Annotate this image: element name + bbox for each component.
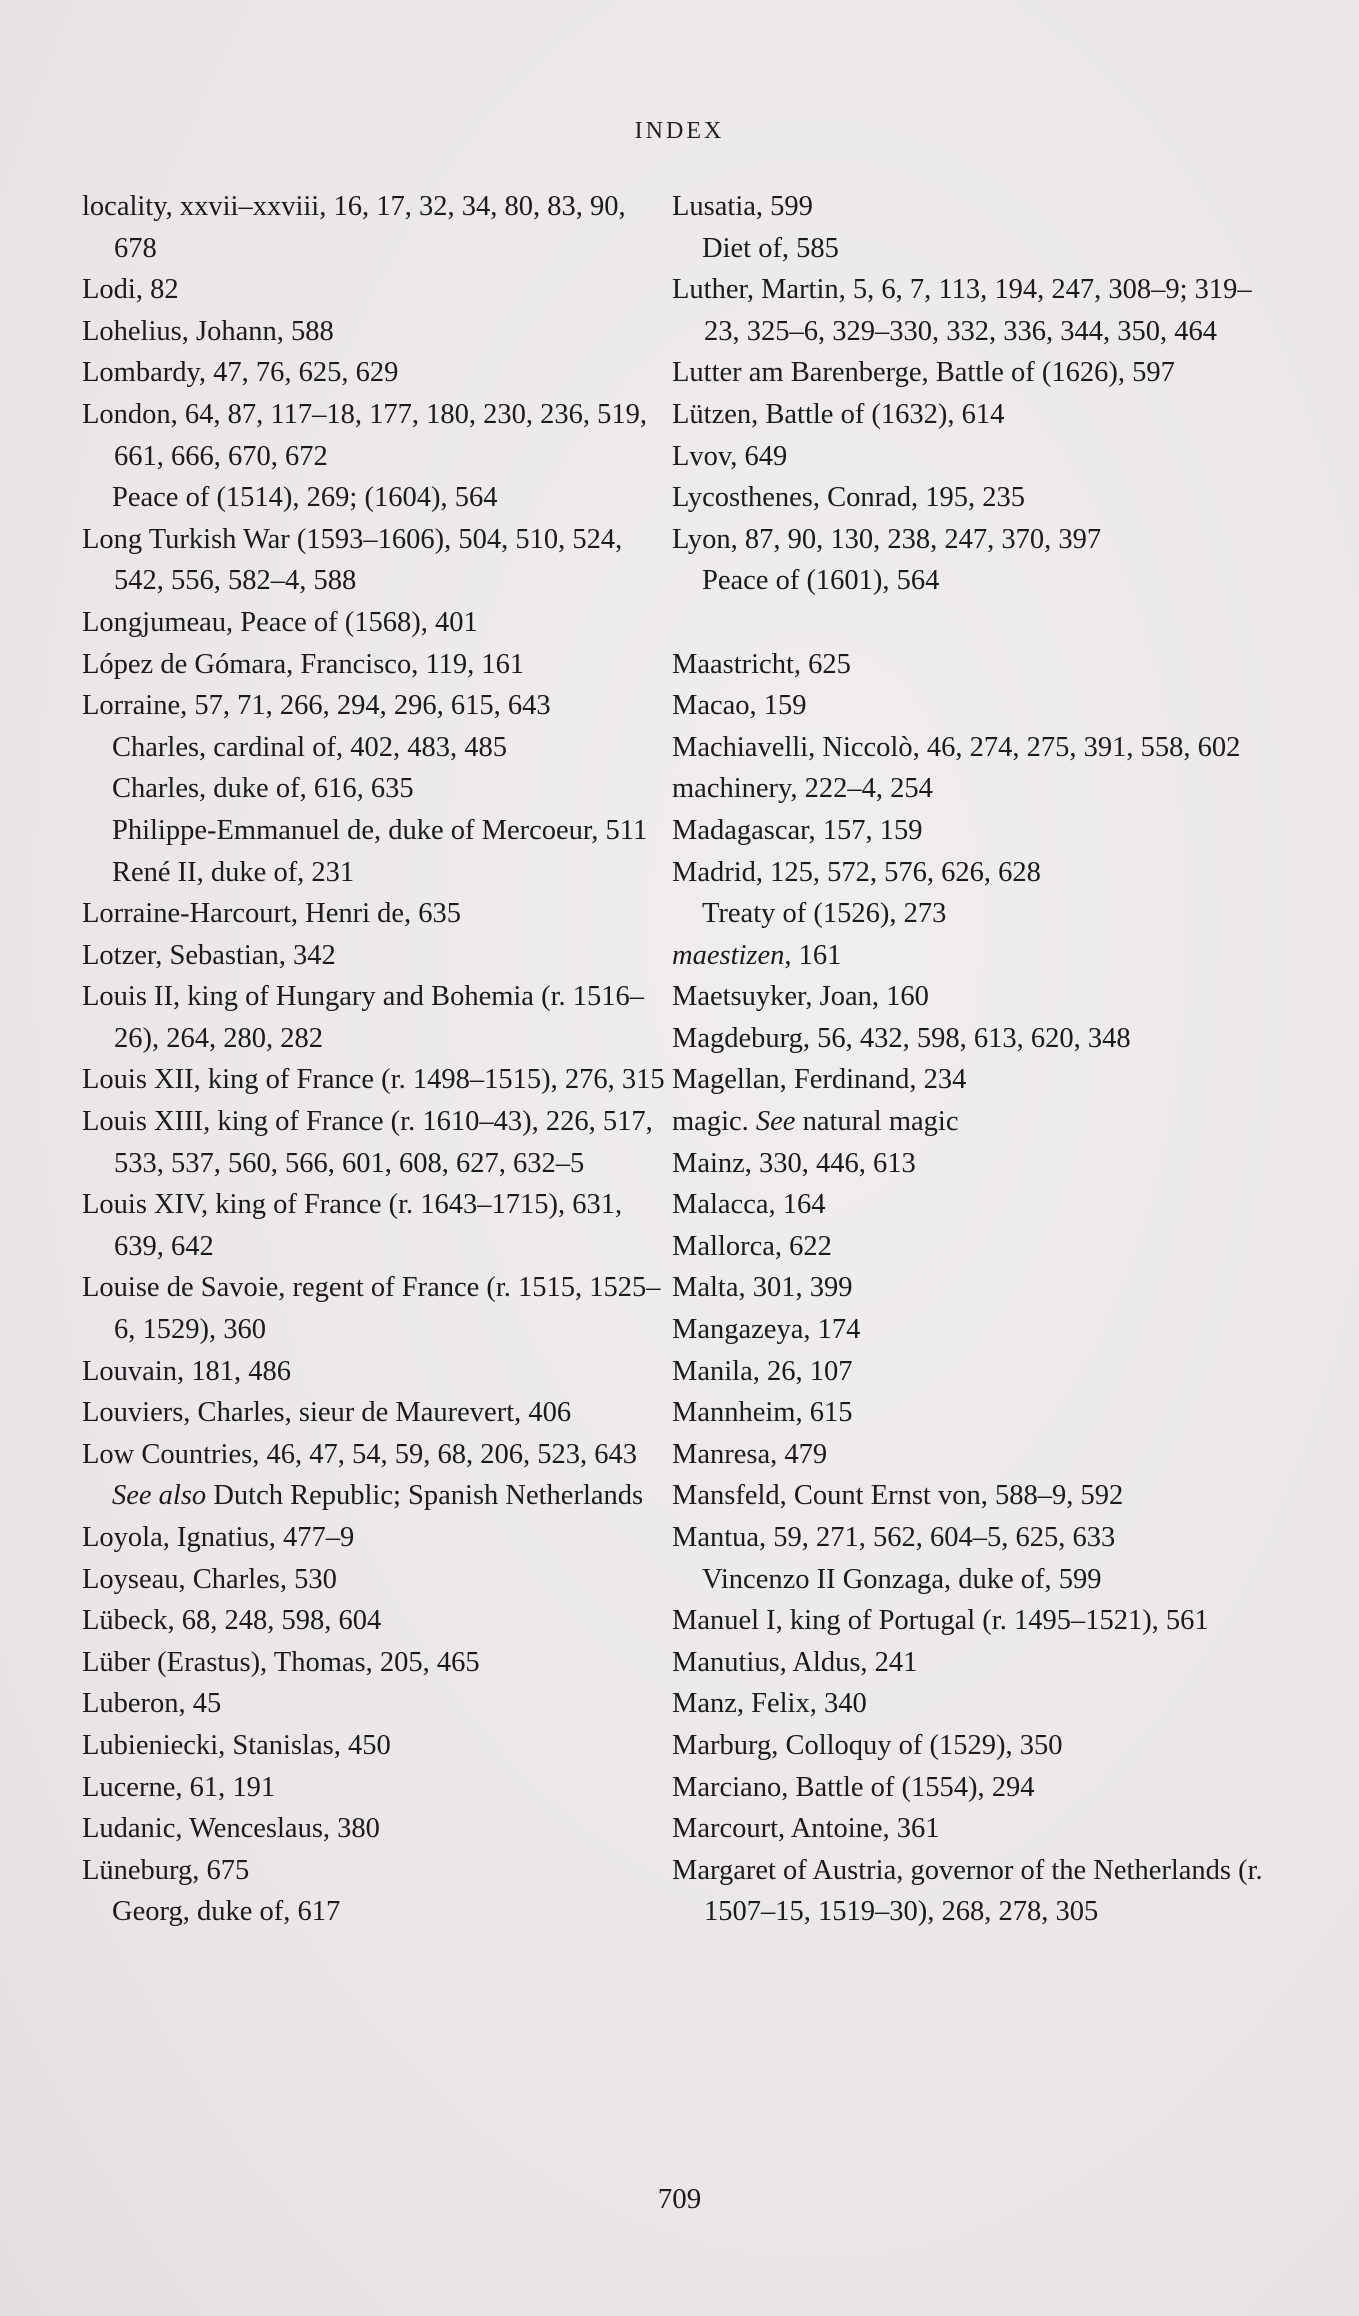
index-entry <box>82 1600 672 1642</box>
entry-text: Lombardy, 47, 76, 625, 629 <box>82 357 399 389</box>
entry-text: Loyseau, Charles, 530 <box>82 1563 337 1595</box>
index-entry <box>82 1059 672 1101</box>
entry-text: Low Countries, 46, 47, 54, 59, 68, 206, 523, 643 <box>82 1438 637 1470</box>
index-entry <box>82 1808 672 1850</box>
entry-text: Mangazeya, 174 <box>672 1314 861 1346</box>
index-entry <box>672 1143 1282 1185</box>
entry-text: Lodi, 82 <box>82 274 179 306</box>
index-entry <box>672 519 1282 561</box>
index-subentry <box>82 1475 672 1517</box>
entry-text: Lorraine, 57, 71, 266, 294, 296, 615, 643 <box>82 690 551 722</box>
entry-text: Magellan, Ferdinand, 234 <box>672 1064 967 1096</box>
index-column-left <box>82 186 672 1933</box>
index-entry <box>672 1059 1282 1101</box>
page-number: 709 <box>657 2183 702 2215</box>
entry-text: Marciano, Battle of (1554), 294 <box>672 1771 1035 1803</box>
index-subentry <box>82 810 672 852</box>
entry-text: Peace of (1514), 269; (1604), 564 <box>112 482 498 514</box>
entry-text: Louis II, king of Hungary and Bohemia (r. 1516–26), 264, 280, 282 <box>82 981 644 1054</box>
entry-text: Lvov, 649 <box>672 440 788 472</box>
entry-text: Malta, 301, 399 <box>672 1272 853 1304</box>
entry-text: Machiavelli, Niccolò, 46, 274, 275, 391, 558, 602 <box>672 731 1241 763</box>
index-entry <box>672 1018 1282 1060</box>
index-entry <box>82 269 672 311</box>
entry-text: René II, duke of, 231 <box>112 856 355 888</box>
entry-text: Madrid, 125, 572, 576, 626, 628 <box>672 856 1041 888</box>
entry-text: Long Turkish War (1593–1606), 504, 510, 524, 542, 556, 582–4, 588 <box>82 523 623 597</box>
entry-text: Ludanic, Wenceslaus, 380 <box>82 1813 380 1845</box>
entry-text: Lützen, Battle of (1632), 614 <box>672 398 1005 430</box>
index-entry <box>82 602 672 644</box>
index-entry <box>672 436 1282 478</box>
entry-text: Malacca, 164 <box>672 1189 826 1221</box>
index-entry <box>82 1683 672 1725</box>
entry-text: Lutter am Barenberge, Battle of (1626), 597 <box>672 357 1175 389</box>
index-entry <box>672 1808 1282 1850</box>
entry-text: Lusatia, 599 <box>672 191 813 222</box>
index-entry <box>672 1725 1282 1767</box>
index-entry <box>82 685 672 727</box>
index-entry <box>672 1184 1282 1226</box>
entry-text: Lüber (Erastus), Thomas, 205, 465 <box>82 1646 480 1678</box>
entry-text: Mainz, 330, 446, 613 <box>672 1147 916 1179</box>
index-entry <box>672 477 1282 519</box>
index-subentry <box>672 228 1282 270</box>
index-entry <box>82 1392 672 1434</box>
entry-text: Charles, cardinal of, 402, 483, 485 <box>112 731 507 763</box>
entry-text: Marburg, Colloquy of (1529), 350 <box>672 1729 1063 1761</box>
index-column-right <box>672 186 1282 1933</box>
entry-text: Marcourt, Antoine, 361 <box>672 1813 940 1845</box>
index-entry <box>82 1642 672 1684</box>
index-entry <box>672 269 1282 352</box>
index-entry <box>82 1725 672 1767</box>
index-subentry <box>672 1559 1282 1601</box>
entry-text: Charles, duke of, 616, 635 <box>112 773 414 805</box>
index-entry <box>672 186 1282 228</box>
entry-text: Macao, 159 <box>672 690 807 722</box>
entry-text: locality, xxvii–xxviii, 16, 17, 32, 34, 80, 83, 90, 678 <box>82 191 626 264</box>
entry-text: Maastricht, 625 <box>672 648 851 680</box>
entry-text: Louvain, 181, 486 <box>82 1355 291 1387</box>
entry-text: Margaret of Austria, governor of the Netherlands (r. 1507–15, 1519–30), 268, 278, 305 <box>672 1854 1263 1928</box>
entry-text: Lyon, 87, 90, 130, 238, 247, 370, 397 <box>672 523 1102 555</box>
entry-text: natural magic <box>795 1106 959 1138</box>
index-entry <box>672 394 1282 436</box>
index-entry <box>82 1267 672 1350</box>
entry-text: Peace of (1601), 564 <box>702 565 940 597</box>
index-subentry <box>82 727 672 769</box>
index-entry <box>672 727 1282 769</box>
index-entry <box>672 768 1282 810</box>
index-entry <box>672 1392 1282 1434</box>
index-entry <box>672 1434 1282 1476</box>
entry-text: Luther, Martin, 5, 6, 7, 113, 194, 247, 308–9; 319–23, 325–6, 329–330, 332, 336, 344, 350, 464 <box>672 274 1252 347</box>
entry-text: Longjumeau, Peace of (1568), 401 <box>82 606 478 638</box>
entry-text: Lycosthenes, Conrad, 195, 235 <box>672 482 1026 514</box>
entry-text: Louise de Savoie, regent of France (r. 1515, 1525–6, 1529), 360 <box>82 1272 661 1346</box>
index-entry <box>82 935 672 977</box>
index-entry <box>672 935 1282 977</box>
index-entry <box>672 1683 1282 1725</box>
index-entry <box>82 311 672 353</box>
index-entry <box>82 1434 672 1476</box>
index-entry <box>672 1475 1282 1517</box>
index-entry <box>672 976 1282 1018</box>
entry-text: Diet of, 585 <box>702 232 839 264</box>
index-entry <box>82 1351 672 1393</box>
entry-text: Manutius, Aldus, 241 <box>672 1646 918 1678</box>
entry-text: Louis XIII, king of France (r. 1610–43), 226, 517, 533, 537, 560, 566, 601, 608, 627, 632–5 <box>82 1106 653 1179</box>
entry-text: Loyola, Ignatius, 477–9 <box>82 1522 355 1553</box>
index-entry <box>672 1517 1282 1559</box>
entry-text: Dutch Republic; Spanish Netherlands <box>206 1480 644 1512</box>
index-entry <box>672 685 1282 727</box>
entry-text: Lorraine-Harcourt, Henri de, 635 <box>82 898 462 930</box>
entry-text: Manz, Felix, 340 <box>672 1688 867 1720</box>
entry-text: Manresa, 479 <box>672 1438 828 1470</box>
entry-text: Georg, duke of, 617 <box>112 1896 341 1928</box>
entry-text: Treaty of (1526), 273 <box>702 898 947 930</box>
index-entry <box>672 1600 1282 1642</box>
running-header: INDEX <box>634 118 725 144</box>
entry-text: Philippe-Emmanuel de, duke of Mercoeur, 511 <box>112 814 648 846</box>
entry-text: Manuel I, king of Portugal (r. 1495–1521), 561 <box>672 1605 1209 1637</box>
index-entry <box>82 893 672 935</box>
entry-text: machinery, 222–4, 254 <box>672 773 933 805</box>
entry-text: London, 64, 87, 117–18, 177, 180, 230, 236, 519, 661, 666, 670, 672 <box>82 398 647 472</box>
entry-text: Lübeck, 68, 248, 598, 604 <box>82 1605 382 1637</box>
entry-text: Louviers, Charles, sieur de Maurevert, 406 <box>82 1397 572 1429</box>
index-subentry <box>672 560 1282 602</box>
entry-text: magic. <box>672 1106 756 1138</box>
index-entry <box>672 644 1282 686</box>
entry-text: Manila, 26, 107 <box>672 1355 853 1387</box>
index-entry <box>82 519 672 602</box>
index-entry <box>82 1184 672 1267</box>
entry-text: Magdeburg, 56, 432, 598, 613, 620, 348 <box>672 1022 1131 1054</box>
index-entry <box>672 1767 1282 1809</box>
entry-text: López de Gómara, Francisco, 119, 161 <box>82 648 525 680</box>
index-entry <box>672 1309 1282 1351</box>
entry-text: Mantua, 59, 271, 562, 604–5, 625, 633 <box>672 1522 1116 1553</box>
index-entry <box>672 1351 1282 1393</box>
index-subentry <box>82 852 672 894</box>
entry-text: Madagascar, 157, 159 <box>672 814 923 846</box>
entry-text: Mansfeld, Count Ernst von, 588–9, 592 <box>672 1480 1124 1512</box>
index-entry <box>82 1101 672 1184</box>
index-entry <box>82 394 672 477</box>
index-subentry <box>82 768 672 810</box>
index-entry <box>672 1226 1282 1268</box>
entry-text: Lotzer, Sebastian, 342 <box>82 939 336 971</box>
entry-text: Lubieniecki, Stanislas, 450 <box>82 1729 391 1761</box>
entry-text: Vincenzo II Gonzaga, duke of, 599 <box>702 1563 1102 1595</box>
index-entry <box>672 1101 1282 1143</box>
index-subentry <box>82 477 672 519</box>
entry-text: Maetsuyker, Joan, 160 <box>672 981 929 1013</box>
index-entry <box>672 810 1282 852</box>
index-entry <box>672 352 1282 394</box>
entry-text: Mannheim, 615 <box>672 1397 853 1429</box>
index-entry <box>82 976 672 1059</box>
entry-text: Lüneburg, 675 <box>82 1854 250 1886</box>
entry-text: Louis XII, king of France (r. 1498–1515), 276, 315 <box>82 1064 665 1096</box>
index-entry <box>672 1267 1282 1309</box>
entry-text: Lucerne, 61, 191 <box>82 1771 276 1803</box>
index-entry <box>82 1850 672 1892</box>
index-entry <box>82 1767 672 1809</box>
entry-text: Louis XIV, king of France (r. 1643–1715), 631, 639, 642 <box>82 1189 623 1262</box>
index-entry <box>82 1559 672 1601</box>
entry-text: , 161 <box>784 939 842 971</box>
entry-text: Luberon, 45 <box>82 1688 222 1720</box>
index-entry <box>82 186 672 269</box>
index-entry <box>82 644 672 686</box>
entry-text: Mallorca, 622 <box>672 1230 832 1262</box>
entry-text: Lohelius, Johann, 588 <box>82 315 334 347</box>
index-subentry <box>82 1891 672 1933</box>
cross-reference-label: maestizen <box>672 939 785 971</box>
index-subentry <box>672 893 1282 935</box>
index-entry <box>672 1642 1282 1684</box>
cross-reference-label: See <box>755 1106 796 1138</box>
index-entry <box>672 1850 1282 1933</box>
index-entry <box>82 1517 672 1559</box>
cross-reference-label: See also <box>112 1480 207 1512</box>
index-entry <box>82 352 672 394</box>
index-entry <box>672 852 1282 894</box>
